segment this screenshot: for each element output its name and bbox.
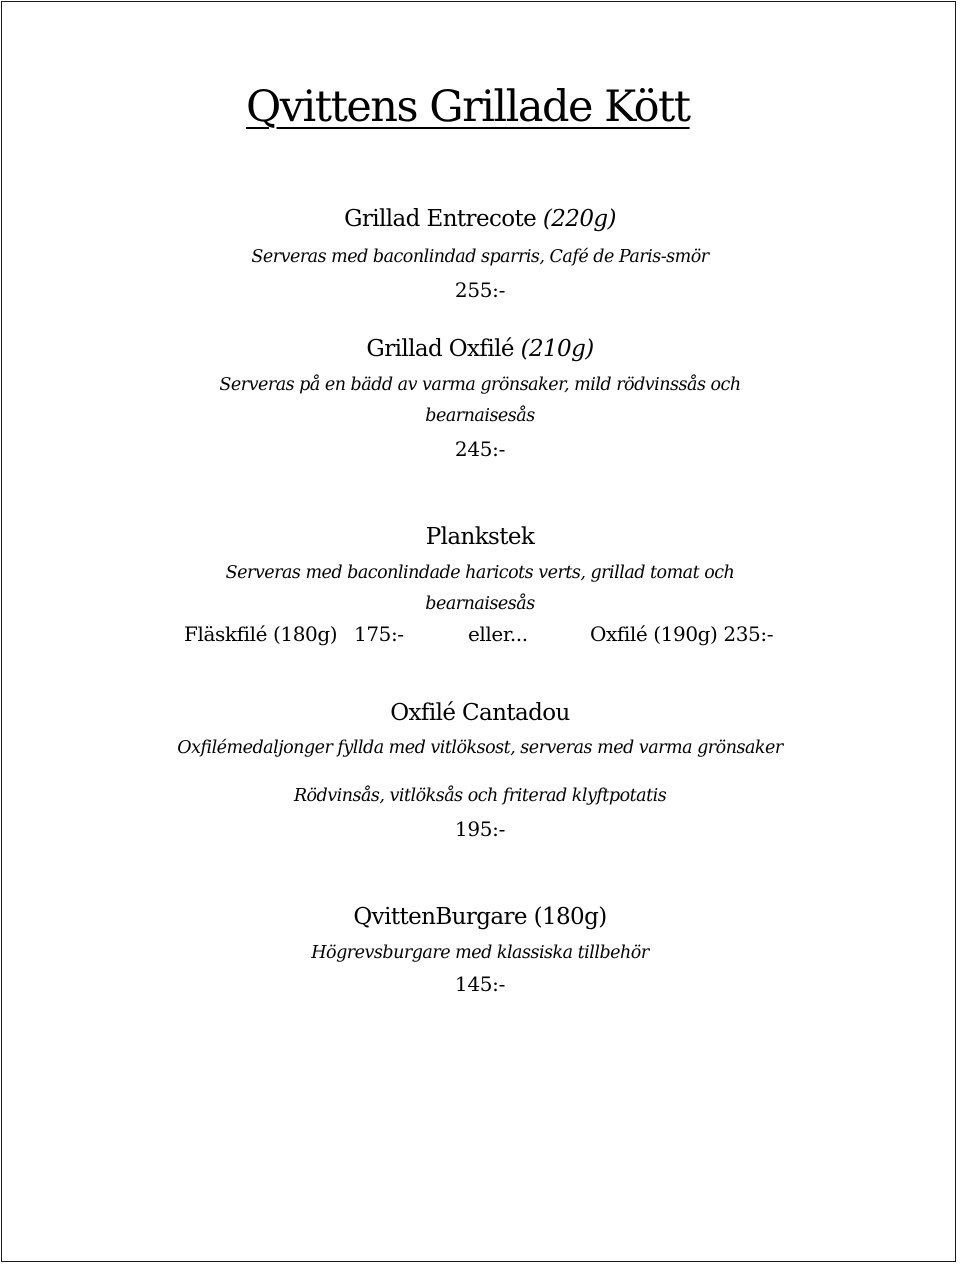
dish-price: 255:- bbox=[454, 278, 506, 302]
dish-name: Grillad Oxfilé bbox=[366, 336, 514, 362]
dish-name-oxfile bbox=[0, 336, 960, 362]
dish-description: Oxfilémedaljonger fyllda med vitlöksost, serveras med varma grönsaker bbox=[177, 738, 783, 758]
option-fläskfilé: Fläskfilé (180g) bbox=[184, 622, 338, 646]
dish-description: Serveras på en bädd av varma grönsaker, mild rödvinssås och bbox=[219, 375, 741, 395]
option-fläskfilé-price: 175:- bbox=[354, 622, 404, 646]
dish-price: 195:- bbox=[454, 817, 506, 841]
option-oxfilé: Oxfilé (190g) 235:- bbox=[590, 622, 774, 646]
dish-name-burgare: QvittenBurgare (180g) bbox=[353, 904, 607, 930]
dish-description: bearnaisesås bbox=[425, 594, 535, 614]
dish-weight: (220g) bbox=[542, 206, 616, 232]
dish-description: bearnaisesås bbox=[425, 406, 535, 426]
dish-weight: (210g) bbox=[520, 336, 594, 362]
dish-name-plankstek: Plankstek bbox=[425, 524, 535, 550]
dish-description: Serveras med baconlindade haricots verts, grillad tomat och bbox=[225, 563, 735, 583]
dish-price: 245:- bbox=[454, 437, 506, 461]
dish-description: Serveras med baconlindad sparris, Café de Paris-smör bbox=[251, 247, 709, 267]
menu-title: Qvittens Grillade Kött bbox=[246, 82, 690, 132]
dish-name: Grillad Entrecote bbox=[344, 206, 537, 232]
dish-name-cantadou: Oxfilé Cantadou bbox=[390, 700, 570, 726]
dish-description: Rödvinsås, vitlöksås och friterad klyftpotatis bbox=[293, 786, 667, 806]
dish-name-entrecote bbox=[0, 206, 960, 232]
dish-price: 145:- bbox=[454, 972, 506, 996]
option-separator: eller... bbox=[468, 622, 528, 646]
dish-description: Högrevsburgare med klassiska tillbehör bbox=[311, 943, 649, 963]
plankstek-options bbox=[0, 622, 960, 652]
